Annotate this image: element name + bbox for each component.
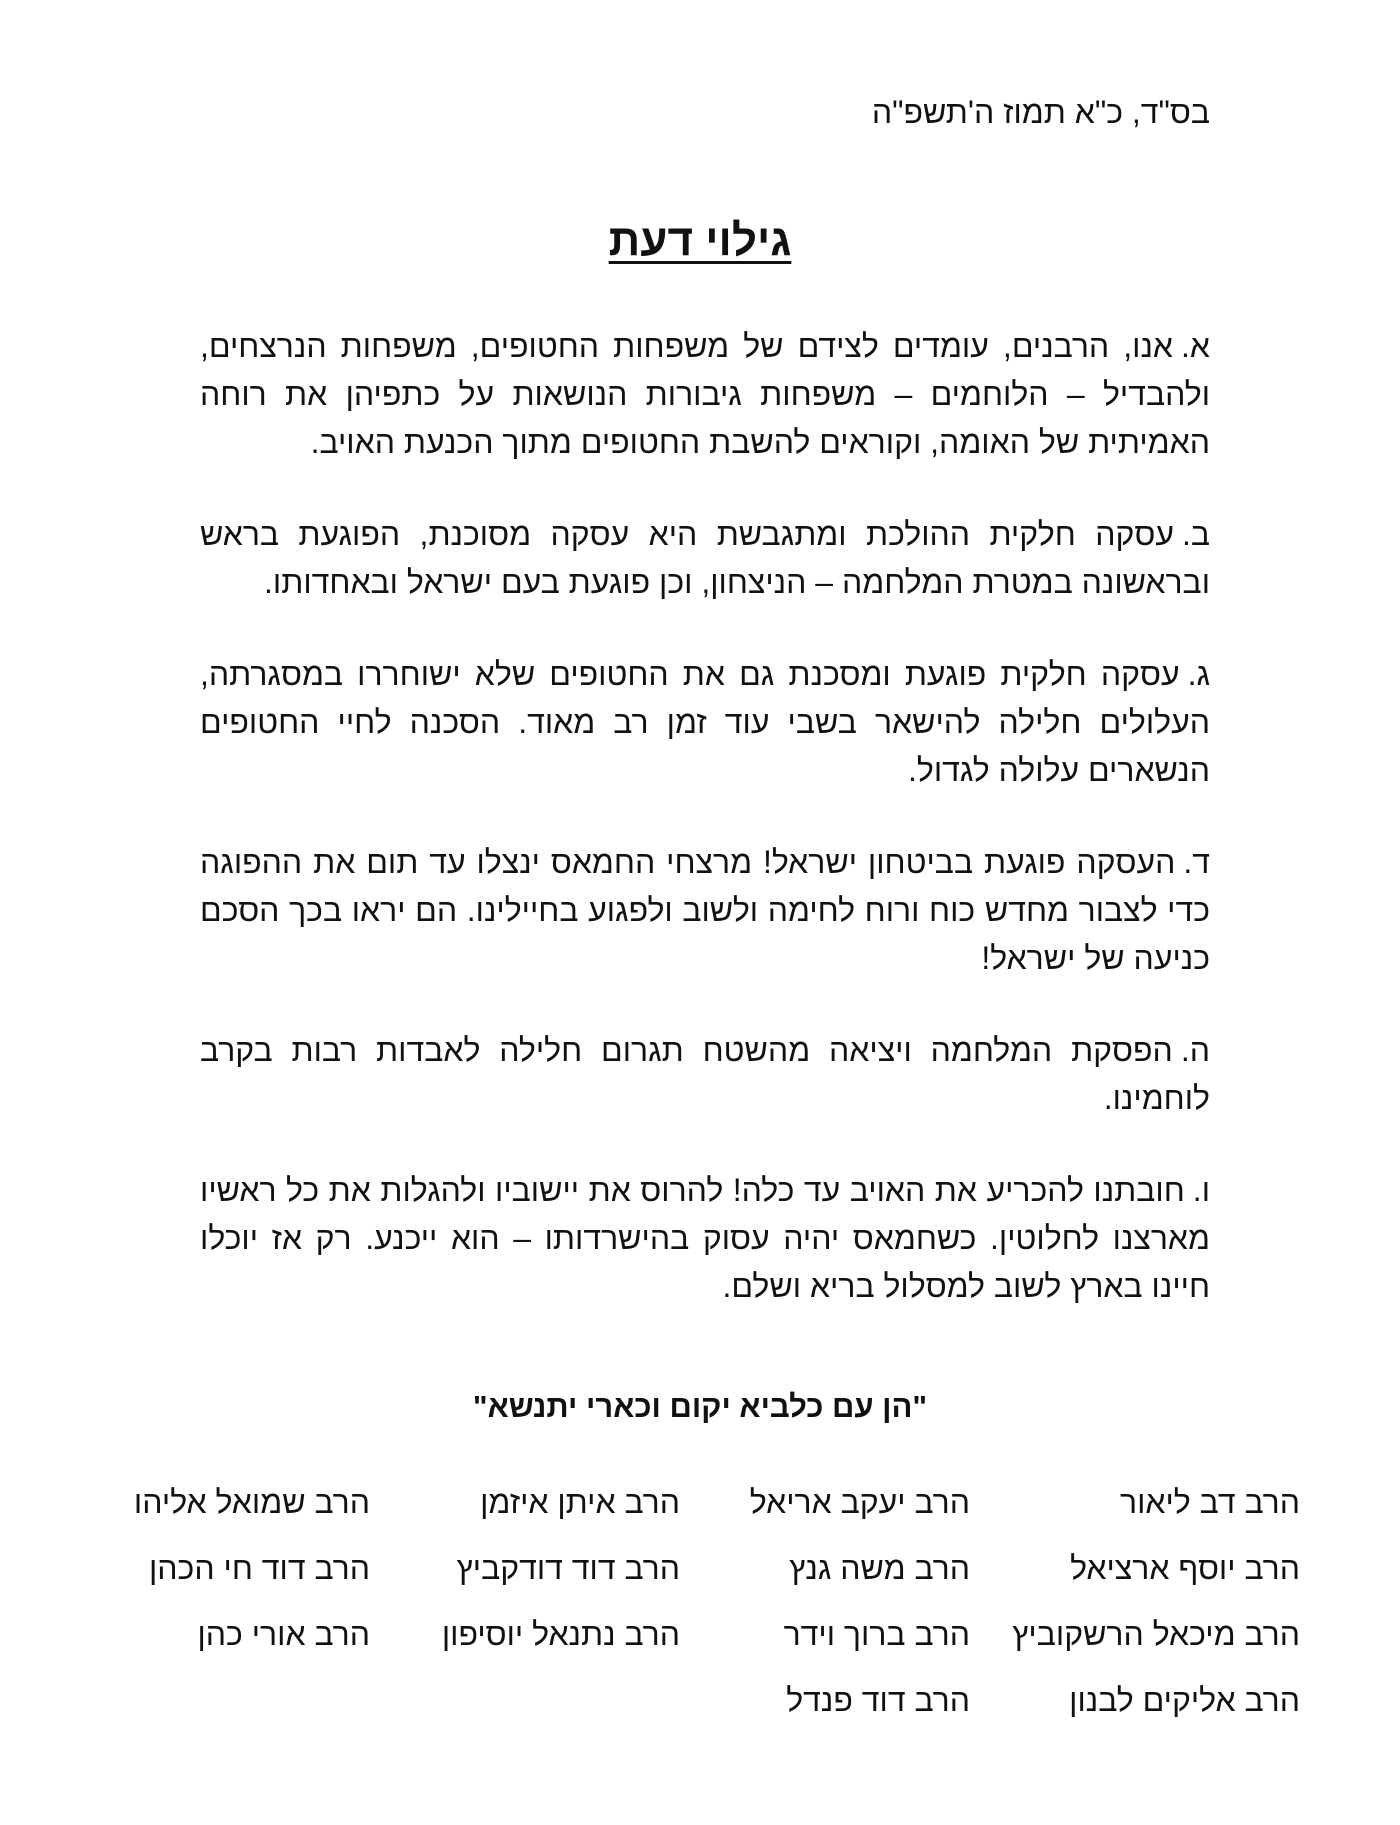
paragraph-text: עסקה חלקית פוגעת ומסכנת גם את החטופים שלא ישוחררו במסגרתה, העלולים חלילה להישאר בשבי עוד זמן רב מאוד. הסכנה לחיי החטופים הנשארים עלולה לגדול. [200, 656, 1210, 788]
signatory-name: הרב אורי כהן [197, 1616, 370, 1652]
statement-paragraph [200, 1026, 1210, 1122]
signatory-name: הרב דוד פנדל [786, 1682, 970, 1718]
paragraph-letter: ה. [1180, 1032, 1210, 1068]
signatory-name: הרב דב ליאור [1119, 1484, 1300, 1520]
statement-paragraph [200, 510, 1210, 606]
signatory-name: הרב נתנאל יוסיפון [441, 1616, 680, 1652]
paragraph-text: העסקה פוגעת בביטחון ישראל! מרצחי החמאס ינצלו עד תום את ההפוגה כדי לצבור מחדש כוח ורוח לחימה ולשוב ולפגוע בחיילינו. הם יראו בכך הסכם כניעה של ישראל! [200, 844, 1210, 976]
hebrew-date: בס"ד, כ"א תמוז ה'תשפ"ה [871, 94, 1210, 130]
closing-quote: "הן עם כלביא יקום וכארי יתנשא" [472, 1389, 928, 1424]
paragraph-letter: ב. [1181, 516, 1210, 552]
signatory-name: הרב משה גנץ [789, 1550, 970, 1586]
signatory-name: הרב ברוך וידר [783, 1616, 970, 1652]
statement-paragraph [200, 1166, 1210, 1310]
document-title: גילוי דעת [608, 216, 792, 265]
statement-paragraph [200, 650, 1210, 794]
paragraph-letter: ד. [1183, 844, 1210, 880]
signatory-name: הרב יעקב אריאל [749, 1484, 970, 1520]
signatory-name: הרב אליקים לבנון [1069, 1682, 1300, 1718]
signatory-name: הרב יוסף ארציאל [1070, 1550, 1300, 1586]
signatory-name: הרב שמואל אליהו [133, 1484, 370, 1520]
statement-paragraph [200, 322, 1210, 466]
paragraph-text: הפסקת המלחמה ויציאה מהשטח תגרום חלילה לאבדות רבות בקרב לוחמינו. [200, 1032, 1210, 1116]
signatory-name: הרב איתן איזמן [480, 1484, 680, 1520]
signatory-name: הרב דוד חי הכהן [148, 1550, 370, 1586]
paragraph-letter: ו. [1192, 1172, 1210, 1208]
paragraph-letter: א. [1181, 328, 1210, 364]
paragraph-text: חובתנו להכריע את האויב עד כלה! להרוס את יישוביו ולהגלות את כל ראשיו מארצנו לחלוטין. כשחמאס יהיה עסוק בהישרדותו – הוא ייכנע. רק אז יוכלו חיינו בארץ לשוב למסלול בריא ושלם. [200, 1172, 1210, 1304]
signatory-name: הרב דוד דודקביץ [456, 1550, 680, 1586]
paragraph-letter: ג. [1187, 656, 1210, 692]
signatories-list [60, 1480, 1300, 1722]
statement-body [200, 322, 1210, 1354]
signatory-name: הרב מיכאל הרשקוביץ [1012, 1616, 1300, 1652]
statement-paragraph [200, 838, 1210, 982]
paragraph-text: אנו, הרבנים, עומדים לצידם של משפחות החטופים, משפחות הנרצחים, ולהבדיל – הלוחמים – משפחות גיבורות הנושאות על כתפיהן את רוחה האמיתית של האומה, וקוראים להשבת החטופים מתוך הכנעת האויב. [200, 328, 1210, 460]
paragraph-text: עסקה חלקית ההולכת ומתגבשת היא עסקה מסוכנת, הפוגעת בראש ובראשונה במטרת המלחמה – הניצחון, וכן פוגעת בעם ישראל ובאחדותו. [200, 516, 1210, 600]
